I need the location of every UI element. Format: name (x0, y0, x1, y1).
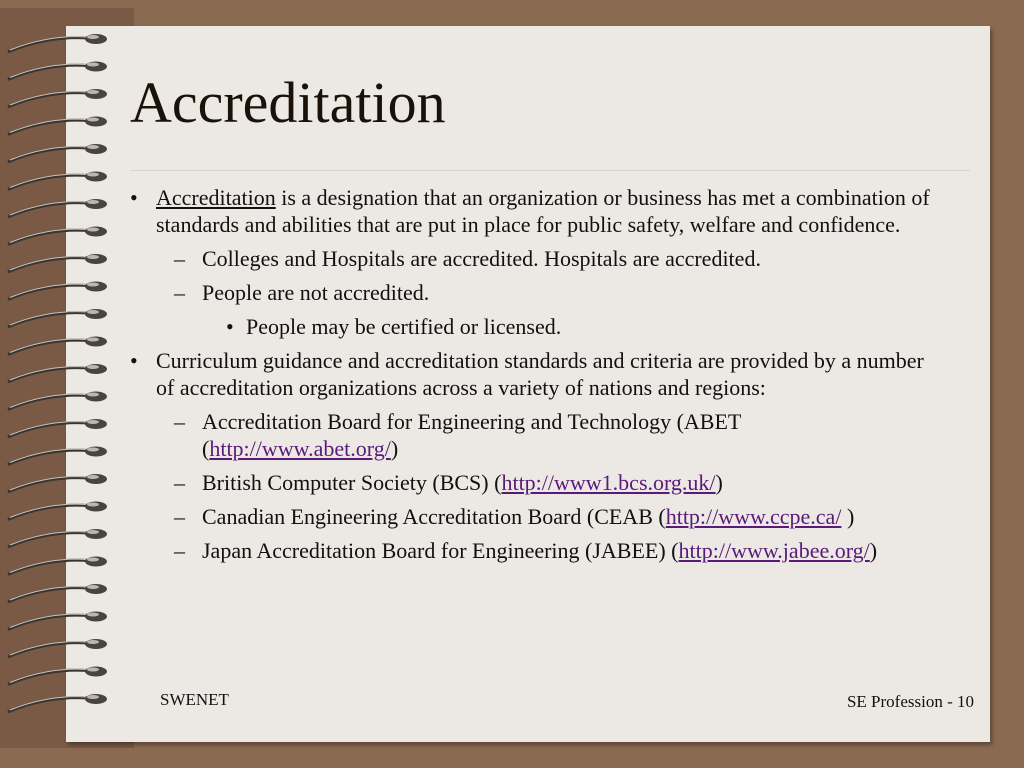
ring-wire (8, 423, 88, 437)
ring-wire (8, 148, 88, 162)
ring-glint (87, 448, 99, 452)
ring-glint (87, 145, 99, 149)
footer-slide-number: SE Profession - 10 (846, 692, 974, 711)
org-close: ) (715, 470, 723, 495)
ring-glint (87, 200, 99, 204)
ring-glint (87, 613, 99, 617)
ring-wire (8, 230, 88, 244)
footer-left: SWENET (160, 690, 229, 709)
bullet-curriculum-guidance (130, 347, 930, 401)
people-text: People are not accredited. (202, 280, 430, 305)
ring-glint (87, 393, 99, 397)
ring-wire (8, 505, 88, 519)
ring-glint (87, 475, 99, 479)
title-divider (130, 170, 970, 171)
ring-wire (8, 120, 88, 134)
ring-glint (87, 503, 99, 507)
definition-text: is a designation that an organization or business has met a combination of standards and abilities that are put in place for public safety, welfare and confidence. (156, 185, 930, 237)
ring-glint (87, 173, 99, 177)
slide-title: Accreditation (130, 70, 446, 135)
ring-glint (87, 640, 99, 644)
slide-body (130, 184, 930, 571)
ring-wire (8, 203, 88, 217)
ring-glint (87, 283, 99, 287)
ring-wire (8, 698, 88, 712)
ring-glint (87, 420, 99, 424)
org-name: Canadian Engineering Accreditation Board (CEAB ( (202, 504, 666, 529)
jabee-link[interactable]: http://www.jabee.org/ (678, 538, 870, 563)
ring-wire (8, 615, 88, 629)
sub-bullet-people: – People are not accredited. (174, 280, 430, 305)
bcs-link[interactable]: http://www1.bcs.org.uk/ (501, 470, 716, 495)
org-item-jabee: – Japan Accreditation Board for Engineering (JABEE) (http://www.jabee.org/) (174, 538, 878, 563)
certified-text: People may be certified or licensed. (246, 314, 562, 339)
ring-glint (87, 338, 99, 342)
ring-glint (87, 63, 99, 67)
ring-wire (8, 313, 88, 327)
ring-glint (87, 365, 99, 369)
ring-glint (87, 90, 99, 94)
ring-glint (87, 695, 99, 699)
ccpe-link[interactable]: http://www.ccpe.ca/ (665, 504, 842, 529)
colleges-text: Colleges and Hospitals are accredited. Hospitals are accredited. (202, 246, 761, 271)
ring-wire (8, 670, 88, 684)
ring-glint (87, 118, 99, 122)
ring-glint (87, 255, 99, 259)
spiral-binding-icon (0, 30, 120, 750)
ring-glint (87, 668, 99, 672)
ring-wire (8, 533, 88, 547)
ring-glint (87, 585, 99, 589)
org-close: ) (841, 504, 855, 529)
ring-glint (87, 558, 99, 562)
ring-glint (87, 228, 99, 232)
ring-wire (8, 588, 88, 602)
ring-wire (8, 368, 88, 382)
ring-glint (87, 310, 99, 314)
ring-wire (8, 340, 88, 354)
org-item-abet: – Accreditation Board for Engineering and Technology (ABET (http://www.abet.org/) (174, 409, 741, 461)
org-close: ) (869, 538, 878, 563)
org-close: ) (390, 436, 399, 461)
org-item-bcs: – British Computer Society (BCS) (http://www1.bcs.org.uk/) (174, 470, 723, 495)
ring-wire (8, 93, 88, 107)
ring-wire (8, 38, 88, 52)
curriculum-text: Curriculum guidance and accreditation standards and criteria are provided by a number of accreditation organizations across a variety of nations and regions: (156, 348, 924, 400)
accreditation-term: Accreditation (156, 185, 276, 210)
ring-wire (8, 450, 88, 464)
ring-wire (8, 560, 88, 574)
sub-bullet-colleges: – Colleges and Hospitals are accredited. Hospitals are accredited. (174, 246, 761, 271)
ring-wire (8, 285, 88, 299)
ring-glint (87, 35, 99, 39)
org-item-ceab: – Canadian Engineering Accreditation Board (CEAB (http://www.ccpe.ca/ ) (174, 504, 855, 529)
org-name: Accreditation Board for Engineering and Technology (ABET ( (202, 409, 741, 461)
org-name: Japan Accreditation Board for Engineering (JABEE) ( (202, 538, 679, 563)
ring-wire (8, 258, 88, 272)
org-name: British Computer Society (BCS) ( (202, 470, 502, 495)
ring-wire (8, 478, 88, 492)
abet-link[interactable]: http://www.abet.org/ (209, 436, 391, 461)
ring-glint (87, 530, 99, 534)
sub-sub-bullet-certified (130, 313, 930, 340)
ring-wire (8, 643, 88, 657)
bullet-accreditation-definition (130, 184, 930, 238)
ring-wire (8, 175, 88, 189)
ring-wire (8, 65, 88, 79)
ring-wire (8, 395, 88, 409)
